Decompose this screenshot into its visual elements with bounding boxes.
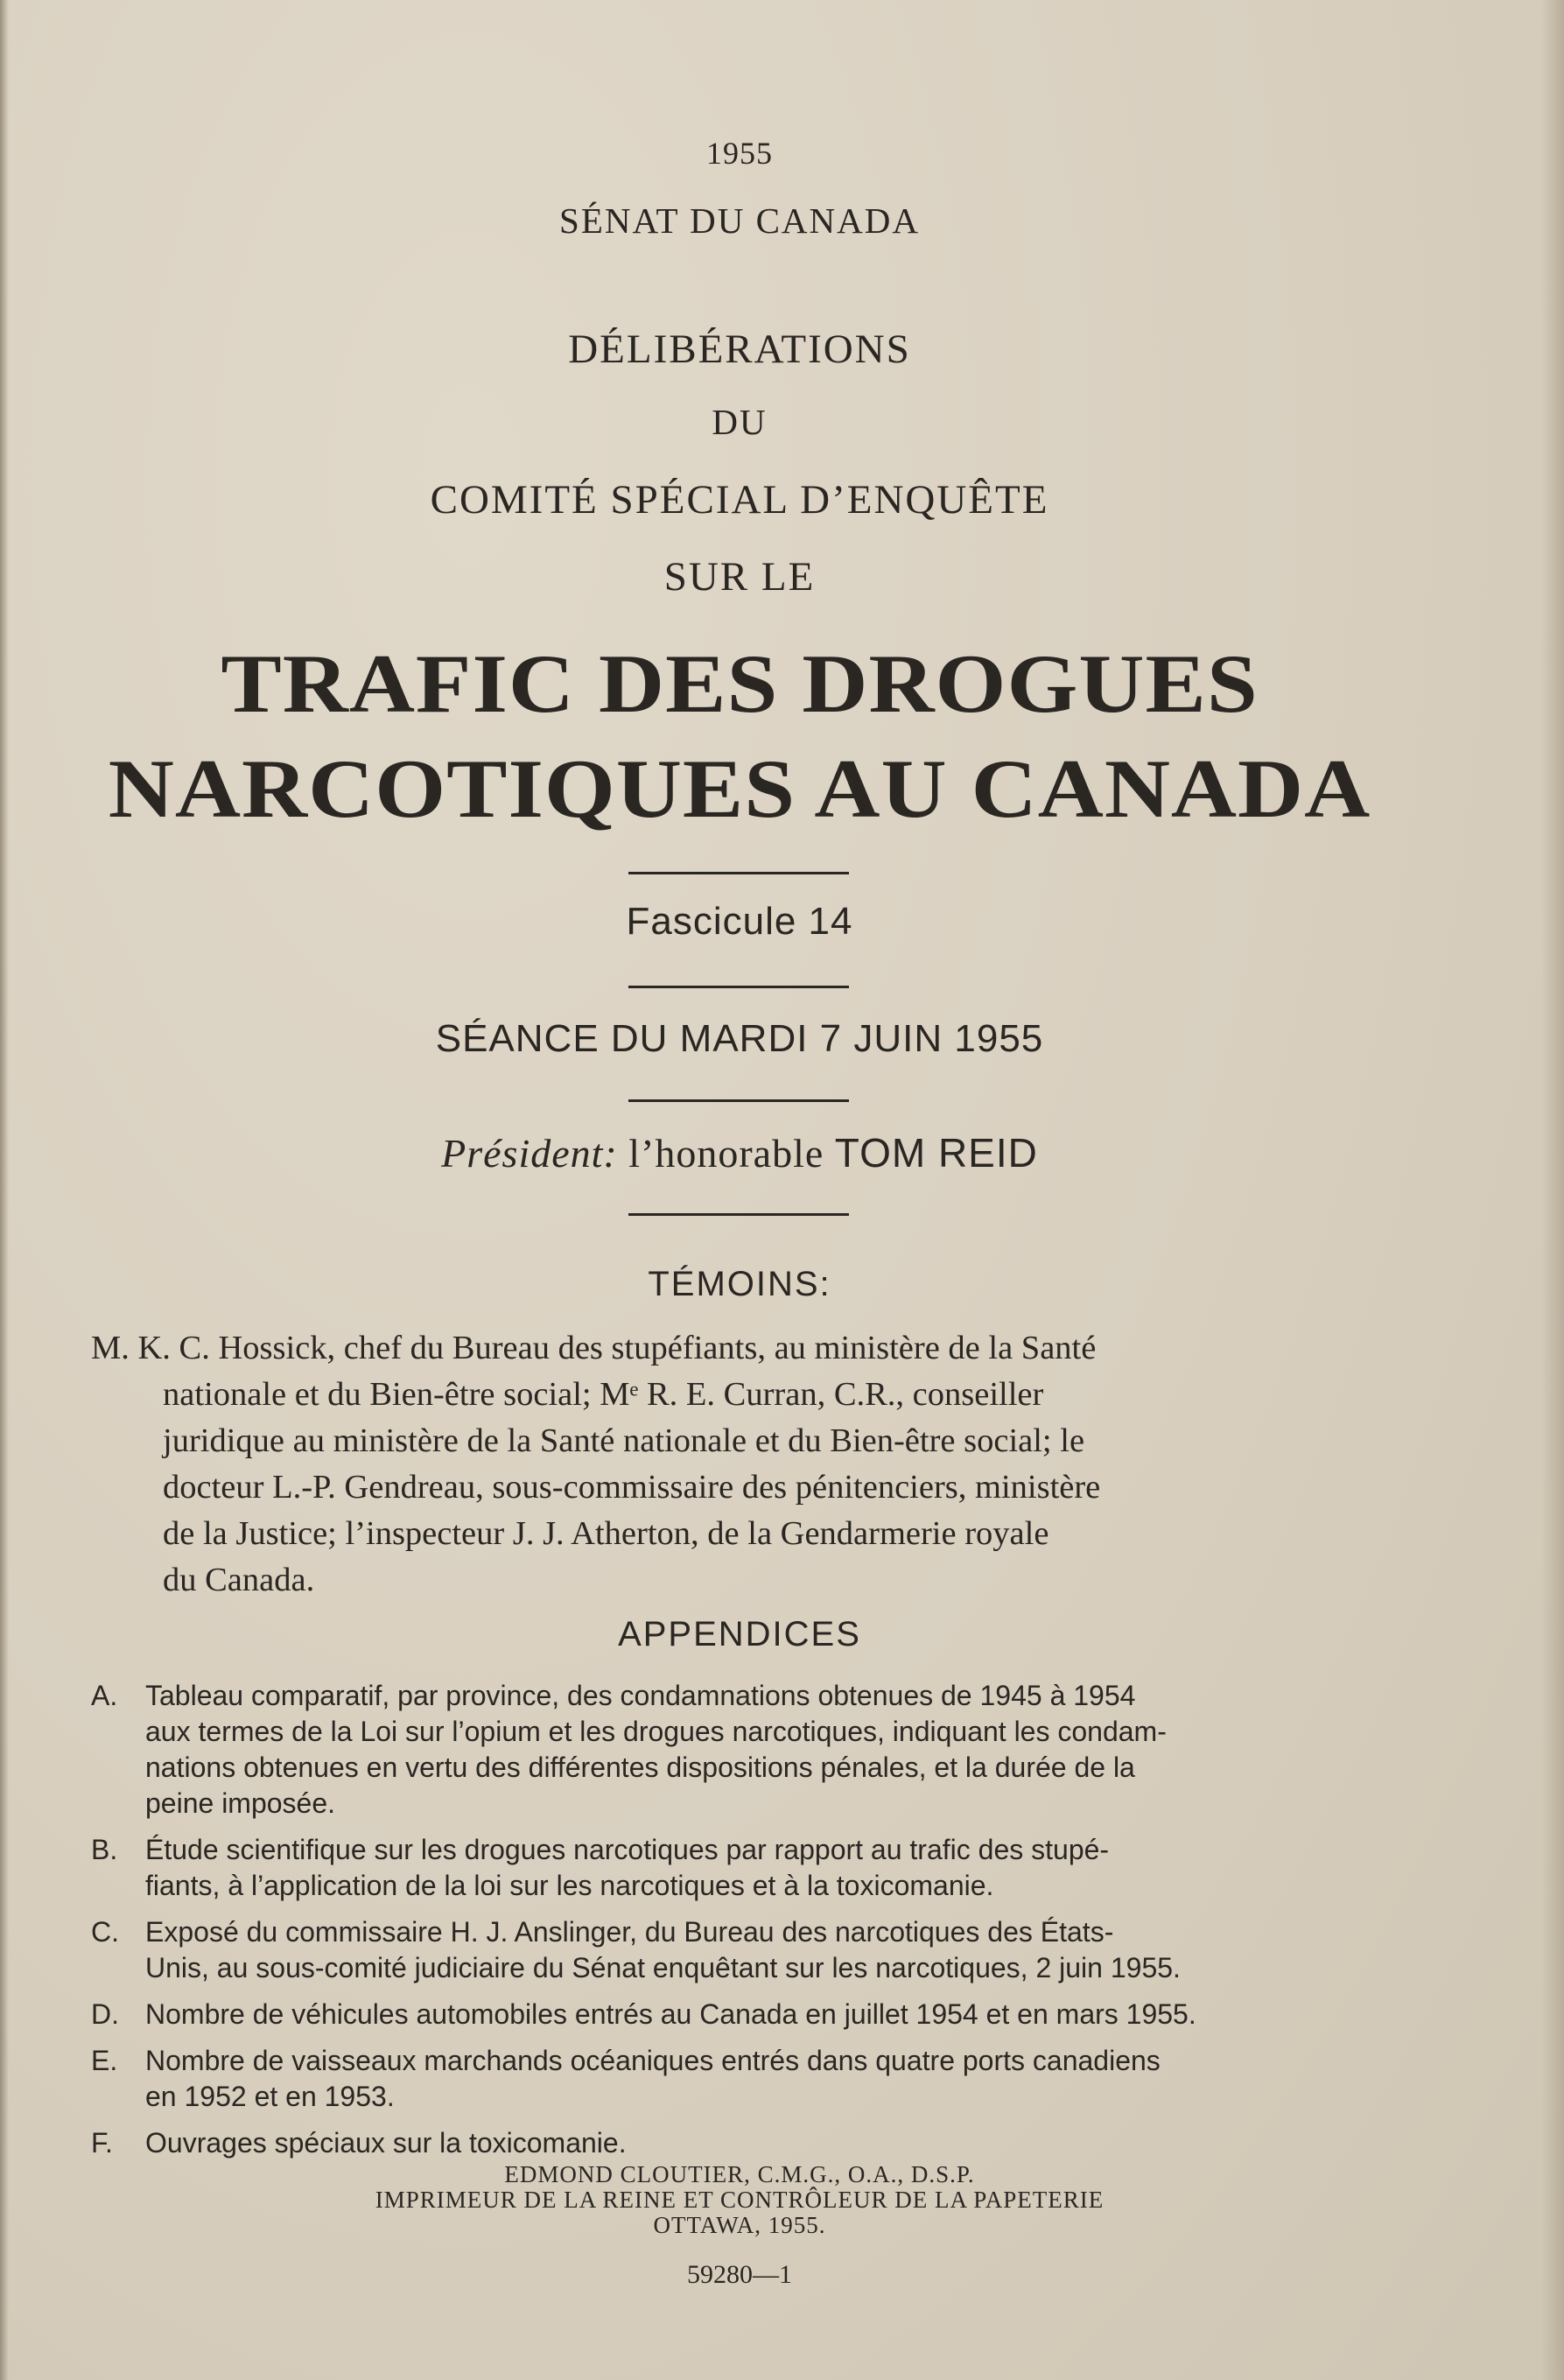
- divider-rule: [628, 986, 849, 988]
- appendix-letter: A.: [91, 1680, 118, 1711]
- appendix-text: Exposé du commissaire H. J. Anslinger, du Bureau des narcotiques des États-: [145, 1916, 1114, 1948]
- appendix-letter: B.: [91, 1834, 118, 1865]
- witness-line: juridique au ministère de la Santé nationale et du Bien-être social; le: [163, 1422, 1085, 1459]
- appendix-item: [91, 1997, 1414, 2032]
- appendices-heading: APPENDICES: [618, 1615, 861, 1653]
- appendix-text: aux termes de la Loi sur l’opium et les drogues narcotiques, indiquant les condam-: [145, 1716, 1167, 1747]
- appendix-text: fiants, à l’application de la loi sur les narcotiques et à la toxicomanie.: [145, 1870, 994, 1901]
- president-honor: l’honorable: [628, 1131, 824, 1176]
- divider-rule: [628, 1099, 849, 1102]
- session-date: SÉANCE DU MARDI 7 JUIN 1955: [435, 1017, 1044, 1060]
- witnesses-paragraph: [91, 1325, 1408, 1604]
- appendix-text: nations obtenues en vertu des différentes dispositions pénales, et la durée de la: [145, 1752, 1135, 1783]
- witness-line: M. K. C. Hossick, chef du Bureau des stupéfiants, au ministère de la Santé: [91, 1330, 1097, 1366]
- year: 1955: [706, 136, 773, 171]
- deliberations-heading: DÉLIBÉRATIONS: [568, 326, 911, 372]
- page-edge-shadow: [1541, 0, 1564, 2380]
- witness-line: du Canada.: [163, 1562, 315, 1598]
- sur-le-heading: SUR LE: [663, 554, 816, 600]
- appendix-item: [91, 1678, 1414, 1822]
- witness-line: nationale et du Bien-être social; Mᵉ R. E. Curran, C.R., conseiller: [163, 1376, 1044, 1413]
- appendix-letter: C.: [91, 1916, 119, 1948]
- appendix-letter: F.: [91, 2127, 113, 2159]
- appendix-text: Nombre de vaisseaux marchands océaniques entrés dans quatre ports canadiens: [145, 2045, 1161, 2076]
- appendix-item: [91, 1914, 1414, 1986]
- document-code: 59280—1: [687, 2260, 792, 2289]
- appendix-text: Étude scientifique sur les drogues narcotiques par rapport au trafic des stupé-: [145, 1834, 1110, 1865]
- divider-rule: [628, 872, 849, 874]
- fascicule-number: Fascicule 14: [626, 900, 853, 943]
- witness-line: de la Justice; l’inspecteur J. J. Atherton, de la Gendarmerie royale: [163, 1515, 1049, 1552]
- witnesses-heading: TÉMOINS:: [648, 1265, 831, 1303]
- printer-title: IMPRIMEUR DE LA REINE ET CONTRÔLEUR DE LA PAPETERIE: [375, 2187, 1105, 2213]
- appendix-item: [91, 1832, 1414, 1904]
- president-name: TOM REID: [834, 1130, 1038, 1176]
- main-title-line2: NARCOTIQUES AU CANADA: [108, 742, 1371, 836]
- president-line: [0, 1129, 1479, 1176]
- president-label: Président:: [441, 1131, 618, 1176]
- witness-line: docteur L.-P. Gendreau, sous-commissaire des pénitenciers, ministère: [163, 1469, 1101, 1506]
- du-heading: DU: [712, 402, 768, 442]
- appendix-letter: D.: [91, 1998, 119, 2030]
- appendices-list: [91, 1678, 1414, 2172]
- divider-rule: [628, 1213, 849, 1216]
- appendix-item: [91, 2043, 1414, 2115]
- senate-heading: SÉNAT DU CANADA: [559, 200, 920, 241]
- committee-heading: COMITÉ SPÉCIAL D’ENQUÊTE: [430, 477, 1049, 523]
- printer-place: OTTAWA, 1955.: [653, 2212, 826, 2238]
- main-title-line1: TRAFIC DES DROGUES: [221, 637, 1259, 731]
- appendix-letter: E.: [91, 2045, 118, 2076]
- appendix-text: Unis, au sous-comité judiciaire du Sénat enquêtant sur les narcotiques, 2 juin 1955.: [145, 1952, 1181, 1983]
- printer-name: EDMOND CLOUTIER, C.M.G., O.A., D.S.P.: [504, 2161, 975, 2187]
- appendix-text: Tableau comparatif, par province, des condamnations obtenues de 1945 à 1954: [145, 1680, 1136, 1711]
- appendix-text: peine imposée.: [145, 1787, 336, 1819]
- appendix-text: en 1952 et en 1953.: [145, 2081, 395, 2112]
- appendix-item: [91, 2125, 1414, 2161]
- appendix-text: Ouvrages spéciaux sur la toxicomanie.: [145, 2127, 627, 2159]
- appendix-text: Nombre de véhicules automobiles entrés au Canada en juillet 1954 et en mars 1955.: [145, 1998, 1196, 2030]
